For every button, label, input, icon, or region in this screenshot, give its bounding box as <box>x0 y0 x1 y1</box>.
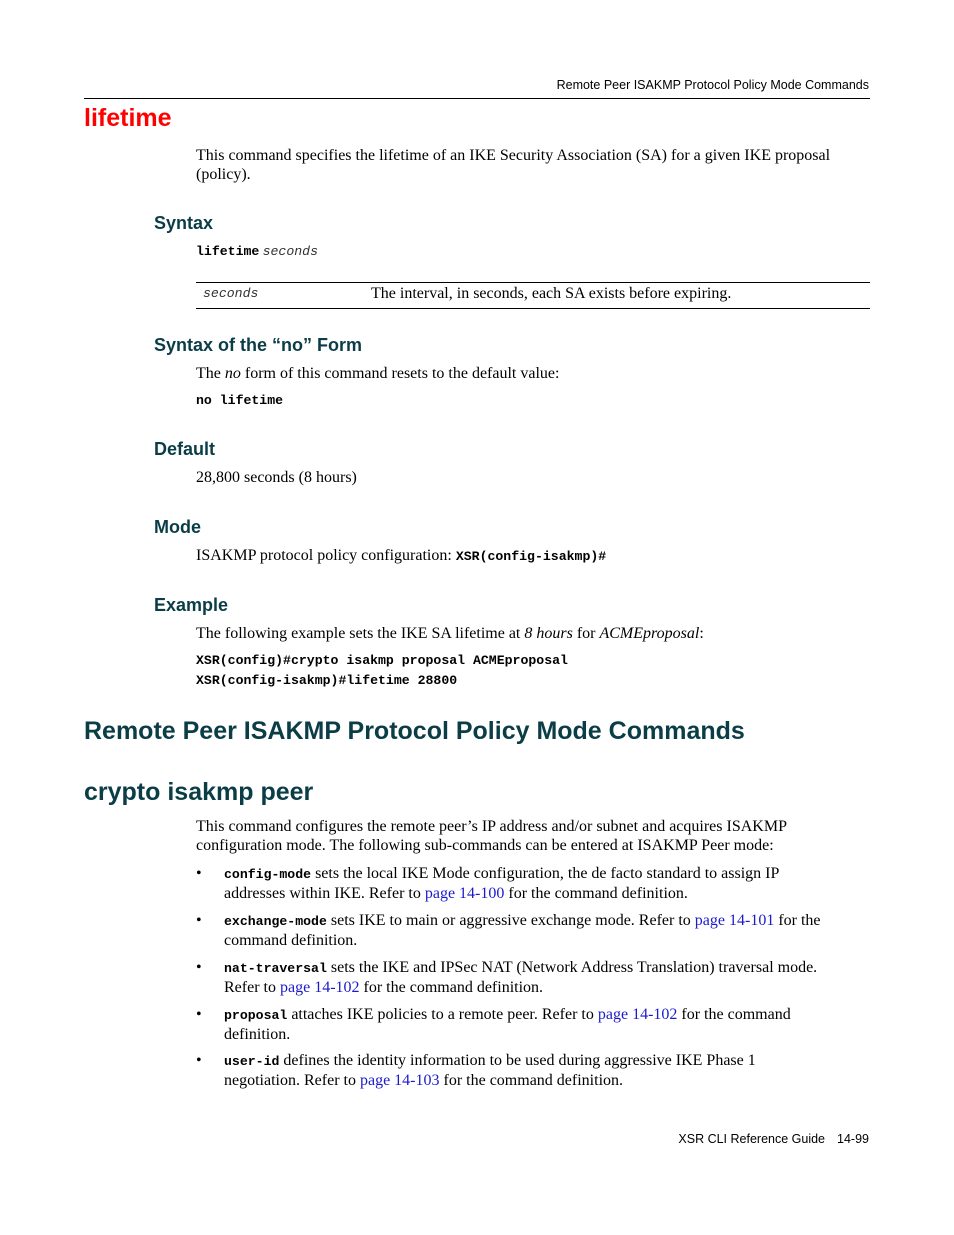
param-table-bottom-rule <box>196 308 870 309</box>
page-link[interactable]: page 14-102 <box>597 1006 678 1023</box>
no-form-pre: The <box>196 365 225 382</box>
footer-guide-title: XSR CLI Reference Guide <box>678 1132 826 1146</box>
bullet-text: command definition. <box>224 932 358 949</box>
bullet-icon: • <box>196 1052 202 1069</box>
bullet-text: for the <box>774 912 821 929</box>
footer <box>678 1132 869 1146</box>
no-form-text <box>196 364 559 383</box>
default-value: 28,800 seconds (8 hours) <box>196 469 357 486</box>
example-mid: for <box>572 625 600 642</box>
mode-heading: Mode <box>154 517 201 537</box>
no-form-command: no lifetime <box>196 393 284 408</box>
mode-prompt: XSR(config-isakmp)# <box>455 549 607 564</box>
running-header: Remote Peer ISAKMP Protocol Policy Mode Commands <box>556 78 869 92</box>
bullet-text: attaches IKE policies to a remote peer. Refer to <box>287 1006 598 1023</box>
lifetime-intro: This command specifies the lifetime of an IKE Security Association (SA) for a given IKE proposal (policy). <box>196 147 831 183</box>
bullet-text: sets the IKE and IPSec NAT (Network Address Translation) traversal mode. <box>326 959 818 976</box>
page-link[interactable]: page 14-102 <box>279 979 360 996</box>
example-code-line-2: XSR(config-isakmp)#lifetime 28800 <box>196 673 458 688</box>
subcommand-name: proposal <box>224 1008 288 1023</box>
bullet-text: for the command definition. <box>439 1072 624 1089</box>
subcommand-name: config-mode <box>224 867 312 882</box>
bullet-text: for the command definition. <box>504 885 688 902</box>
param-table-top-rule <box>196 282 870 283</box>
crypto-title: crypto isakmp peer <box>84 778 314 806</box>
bullet-text: defines the identity information to be used during aggressive IKE Phase 1 <box>279 1052 756 1069</box>
param-name: seconds <box>203 286 259 301</box>
example-proposal: ACMEproposal <box>599 625 700 642</box>
bullet-text: for the command <box>677 1006 791 1023</box>
mode-description: ISAKMP protocol policy configuration: <box>196 547 456 564</box>
bullet-text: negotiation. Refer to <box>224 1072 360 1089</box>
syntax-argument: seconds <box>262 244 319 259</box>
page-title: lifetime <box>84 104 172 132</box>
bullet-text: for the command definition. <box>359 979 544 996</box>
example-pre: The following example sets the IKE SA lifetime at <box>196 625 525 642</box>
bullet-icon: • <box>196 959 202 976</box>
no-form-heading: Syntax of the “no” Form <box>154 335 363 355</box>
param-description: The interval, in seconds, each SA exists before expiring. <box>371 285 732 302</box>
example-code-line-1: XSR(config)#crypto isakmp proposal ACMEproposal <box>196 653 568 668</box>
subcommand-name: user-id <box>224 1054 280 1069</box>
bullet-text: sets IKE to main or aggressive exchange mode. Refer to <box>326 912 695 929</box>
crypto-intro-line-2: configuration mode. The following sub-commands can be entered at ISAKMP Peer mode: <box>196 837 774 854</box>
subcommand-name: nat-traversal <box>224 961 327 976</box>
bullet-icon: • <box>196 1006 202 1023</box>
example-heading: Example <box>154 595 229 615</box>
syntax-heading: Syntax <box>154 213 214 233</box>
bullet-icon: • <box>196 865 202 882</box>
bullet-text: definition. <box>224 1026 291 1043</box>
bullet-icon: • <box>196 912 202 929</box>
syntax-command: lifetime <box>196 244 260 259</box>
syntax-line <box>196 243 318 259</box>
no-form-word: no <box>224 365 241 382</box>
mode-text <box>196 546 606 566</box>
no-form-post: form of this command resets to the default value: <box>240 365 560 382</box>
bullet-text: addresses within IKE. Refer to <box>224 885 425 902</box>
default-heading: Default <box>154 439 216 459</box>
bullet-text: Refer to <box>224 979 280 996</box>
footer-page-number: 14-99 <box>837 1132 869 1146</box>
page-link[interactable]: page 14-103 <box>359 1072 440 1089</box>
page-link[interactable]: page 14-101 <box>694 912 775 929</box>
example-text <box>196 624 704 643</box>
subcommand-name: exchange-mode <box>224 914 327 929</box>
bullet-text: sets the local IKE Mode configuration, the de facto standard to assign IP <box>311 865 780 882</box>
page-link[interactable]: page 14-100 <box>424 885 505 902</box>
header-rule <box>84 98 870 99</box>
example-hours: 8 hours <box>524 625 573 642</box>
crypto-intro-line-1: This command configures the remote peer’s IP address and/or subnet and acquires ISAKMP <box>196 818 787 835</box>
example-post: : <box>699 625 704 642</box>
section-heading: Remote Peer ISAKMP Protocol Policy Mode Commands <box>84 717 745 745</box>
